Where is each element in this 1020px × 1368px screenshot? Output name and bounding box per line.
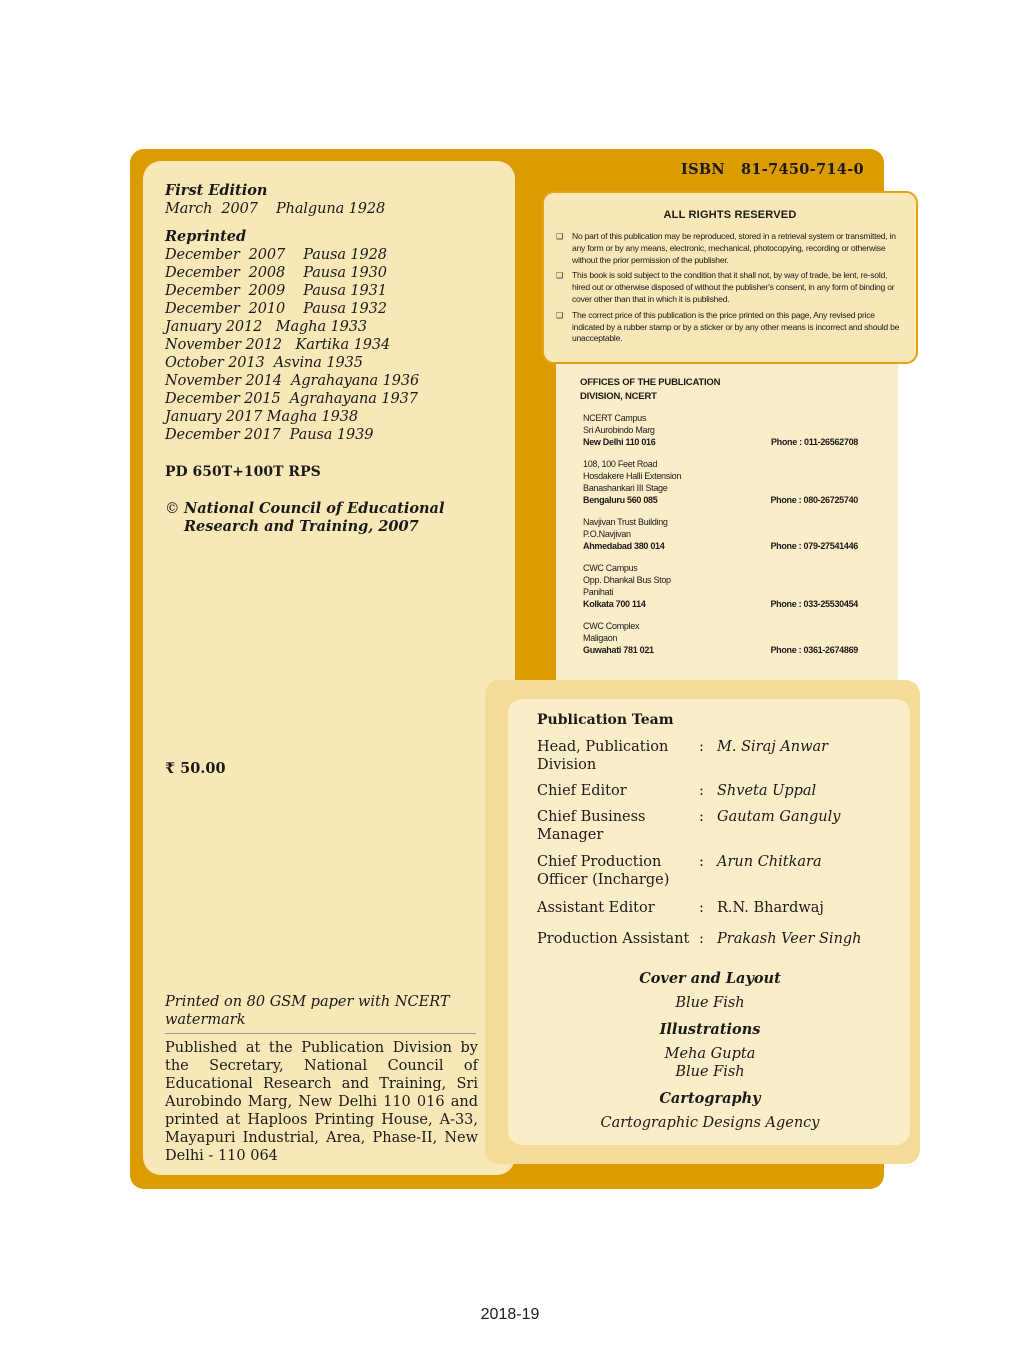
edition-history: [165, 182, 480, 444]
rights-box: [542, 191, 918, 364]
rights-item: [556, 310, 906, 345]
credit-heading-illustrations: Illustrations: [659, 1021, 761, 1038]
price: ₹ 50.00: [165, 760, 226, 777]
reprint-date: December 2007 Pausa 1928: [165, 247, 387, 263]
copyright-line-1: National Council of Educational: [184, 500, 445, 517]
team-role: Production Assistant: [537, 931, 690, 947]
copyright-line-2: Research and Training, 2007: [184, 518, 419, 535]
rights-item-text: This book is sold subject to the condition that it shall not, by way of trade, be lent, re-sold, hired out or otherwise disposed of without the publisher's consent, in any form of binding or cover other than that in which it is published.: [572, 270, 895, 304]
team-role: Head, Publication Division: [537, 739, 669, 773]
team-name: Shveta Uppal: [717, 783, 817, 799]
team-role: Chief Editor: [537, 783, 627, 799]
printed-note: Printed on 80 GSM paper with NCERT watermark: [165, 994, 450, 1028]
reprint-date: December 2017 Pausa 1939: [165, 427, 374, 443]
rights-title: ALL RIGHTS RESERVED: [663, 209, 797, 221]
team-name: M. Siraj Anwar: [717, 739, 829, 755]
office-phone: Phone : 079-27541446: [770, 541, 858, 551]
credit-heading-cartography: Cartography: [659, 1090, 761, 1107]
checkbox-bullet-icon: ❑: [556, 310, 563, 320]
offices-panel: [556, 364, 898, 682]
office-address-line: Banashankari III Stage: [583, 483, 668, 493]
colon: :: [699, 809, 704, 825]
office-address-line: NCERT Campus: [583, 413, 647, 423]
offices-title-line-2: DIVISION, NCERT: [580, 391, 657, 402]
team-title: Publication Team: [537, 712, 674, 728]
office-city: New Delhi 110 016: [583, 437, 656, 447]
team-name: Gautam Ganguly: [717, 809, 841, 825]
office-guwahati: [583, 620, 883, 656]
credit-value: Cartographic Designs Agency: [600, 1115, 820, 1131]
reprint-date: December 2009 Pausa 1931: [165, 283, 387, 299]
office-address-line: CWC Complex: [583, 621, 640, 631]
office-phone: Phone : 0361-2674869: [770, 645, 858, 655]
team-name: Prakash Veer Singh: [717, 931, 862, 947]
checkbox-bullet-icon: ❑: [556, 232, 563, 241]
team-role: Chief Business Manager: [537, 809, 646, 843]
office-city: Ahmedabad 380 014: [583, 541, 665, 551]
checkbox-bullet-icon: ❑: [556, 271, 563, 281]
reprint-date: November 2012 Kartika 1934: [165, 337, 391, 353]
rights-list: [556, 231, 906, 349]
office-address-line: CWC Campus: [583, 563, 638, 573]
office-address-line: Navjivan Trust Building: [583, 517, 668, 527]
reprinted-heading: Reprinted: [165, 228, 247, 245]
team-name: R.N. Bhardwaj: [717, 900, 824, 916]
copyright-icon: ©: [165, 501, 180, 517]
reprint-date: January 2017 Magha 1938: [165, 409, 358, 425]
office-address-line: Maligaon: [583, 633, 618, 643]
team-role: Chief Production Officer (Incharge): [537, 854, 670, 888]
office-city: Bengaluru 560 085: [583, 495, 658, 505]
offices-title: [580, 376, 720, 404]
footer-year: 2018-19: [480, 1306, 540, 1323]
rights-item-text: No part of this publication may be reproduced, stored in a retrieval system or transmitted, in any form or by any means, electronic, mechanical, photocopying, recording or otherwise without the prior permission of the publisher.: [572, 231, 896, 265]
publisher-statement: Published at the Publication Division by the Secretary, National Council of Educational Research and Training, Sri Aurobindo Marg, New Delhi 110 016 and printed at Haploos Printing House, A-33, Mayapuri Industrial, Area, Phase-II, New Delhi - 110 064: [165, 1040, 478, 1164]
office-address-line: 108, 100 Feet Road: [583, 459, 658, 469]
colon: :: [699, 854, 704, 870]
office-address-line: P.O.Navjivan: [583, 529, 631, 539]
isbn: ISBN 81-7450-714-0: [681, 161, 864, 178]
office-city: Guwahati 781 021: [583, 645, 654, 655]
office-phone: Phone : 033-25530454: [770, 599, 858, 609]
colon: :: [699, 783, 704, 799]
first-edition-heading: First Edition: [165, 182, 268, 199]
colon: :: [699, 739, 704, 755]
credit-value: Blue Fish: [675, 995, 745, 1011]
reprint-date: December 2015 Agrahayana 1937: [165, 391, 418, 407]
office-address-line: Sri Aurobindo Marg: [583, 425, 655, 435]
team-role: Assistant Editor: [537, 900, 655, 916]
pd-code: PD 650T+100T RPS: [165, 464, 321, 480]
office-bengaluru: [583, 458, 883, 506]
colon: :: [699, 900, 704, 916]
divider: [165, 1033, 476, 1034]
credit-value: Blue Fish: [675, 1064, 745, 1080]
first-edition-date: March 2007 Phalguna 1928: [165, 201, 386, 217]
office-address-line: Panihati: [583, 587, 614, 597]
office-address-line: Opp. Dhankal Bus Stop: [583, 575, 671, 585]
office-new-delhi: [583, 412, 883, 448]
rights-item: [556, 270, 906, 305]
office-phone: Phone : 080-26725740: [770, 495, 858, 505]
reprint-date: October 2013 Asvina 1935: [165, 355, 363, 371]
office-address-line: Hosdakere Halli Extension: [583, 471, 682, 481]
office-kolkata: [583, 562, 883, 610]
rights-item: [556, 231, 906, 266]
reprint-date: December 2010 Pausa 1932: [165, 301, 387, 317]
credit-value: Meha Gupta: [664, 1046, 756, 1062]
team-name: Arun Chitkara: [717, 854, 822, 870]
colon: :: [699, 931, 704, 947]
credit-heading-cover-layout: Cover and Layout: [639, 970, 781, 987]
reprint-date: January 2012 Magha 1933: [165, 319, 368, 335]
rights-item-text: The correct price of this publication is the price printed on this page, Any revised price indicated by a rubber stamp or by a sticker or by any other means is incorrect and should be unacceptable.: [572, 309, 900, 344]
offices-title-line-1: OFFICES OF THE PUBLICATION: [580, 377, 721, 388]
reprint-date: November 2014 Agrahayana 1936: [165, 373, 420, 389]
office-city: Kolkata 700 114: [583, 599, 646, 609]
reprint-date: December 2008 Pausa 1930: [165, 265, 387, 281]
office-ahmedabad: [583, 516, 883, 552]
office-phone: Phone : 011-26562708: [770, 437, 858, 447]
copyright-notice: [165, 500, 444, 536]
